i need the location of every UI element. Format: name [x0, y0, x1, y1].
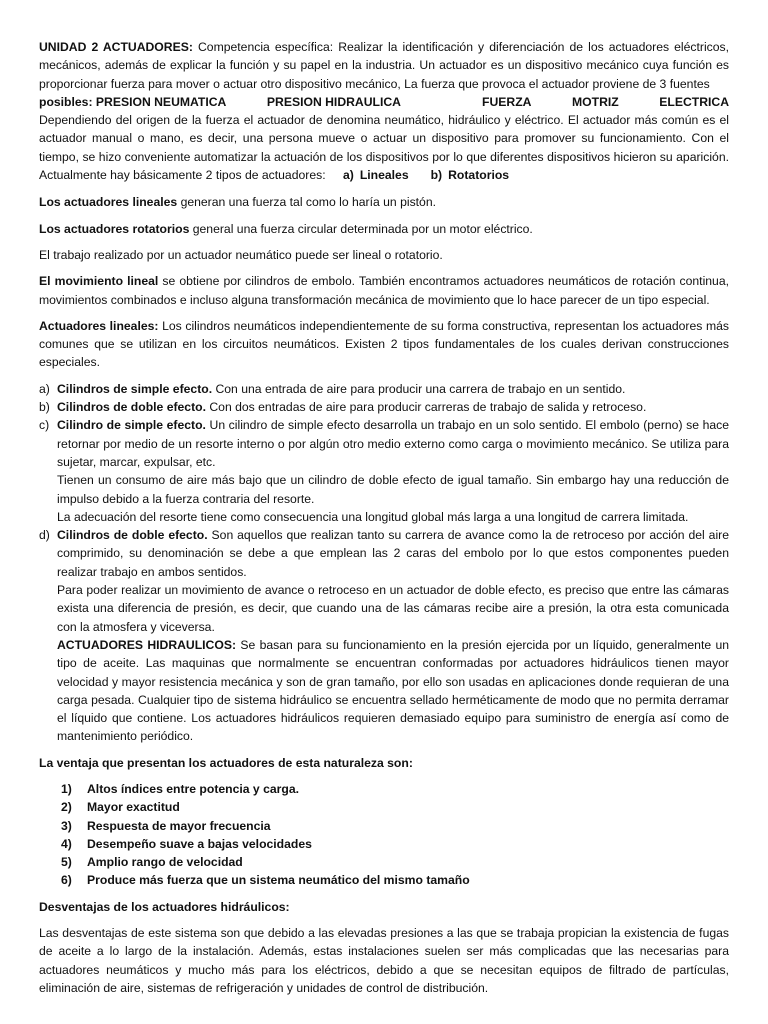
- movimiento-paragraph: El movimiento lineal se obtiene por cilindros de embolo. También encontramos actuadores neumáticos de rotación continua, movimientos combinados e incluso alguna transformación mecánica de movimiento que lo hace parecer de un tipo especial.: [39, 274, 729, 307]
- source-neumatica: PRESION NEUMATICA: [95, 94, 227, 109]
- hidraulicos-heading: ACTUADORES HIDRAULICOS:: [57, 637, 237, 652]
- list-item: c) Cilindro de simple efecto. Un cilindro de simple efecto desarrolla un trabajo en un solo sentido. El embolo (perno) se hace retornar por medio de un resorte interno o por algún otro medio externo como carga o movimiento mecánico. Se utiliza para sujetar, marcar, expulsar, etc. Tienen un consumo de aire más bajo que un cilindro de doble efecto de igual tamaño. Sin embargo hay una reducción de impulso debido a la fuerza contraria del resorte. La adecuación del resorte tiene como consecuencia una longitud global más larga a una longitud de carrera limitada.: [39, 418, 729, 524]
- type-rotatorios: Rotatorios: [448, 168, 510, 183]
- list-item: 6) Produce más fuerza que un sistema neumático del mismo tamaño: [61, 873, 470, 888]
- source-fuerza: FUERZA: [482, 94, 532, 109]
- document-page: [39, 38, 729, 1005]
- unit-title: UNIDAD 2 ACTUADORES:: [39, 40, 193, 54]
- trabajo-paragraph: El trabajo realizado por un actuador neumático puede ser lineal o rotatorio.: [39, 247, 443, 262]
- list-item: d) Cilindros de doble efecto. Son aquellos que realizan tanto su carrera de avance como la de retroceso por acción del aire comprimido, su denominación se debe a que emplean las 2 caras del embolo por lo que estos componentes pueden realizar trabajo en ambos sentidos. Para poder realizar un movimiento de avance o retroceso en un actuador de doble efecto, es preciso que entre las cámaras exista una diferencia de presión, es decir, que cuando una de las cámaras recibe aire a presión, la otra esta comunicada con la atmosfera y viceversa. ACTUADORES HIDRAULICOS: Se basan para su funcionamiento en la presión ejercida por un líquido, generalmente un tipo de aceite. Las maquinas que normalmente se encuentran conformadas por actuadores hidráulicos tienen mayor velocidad y mayor resistencia mecánica y son de gran tamaño, por ello son usadas en aplicaciones donde requieran de una carga pesada. Cualquier tipo de sistema hidráulico se encuentra sellado herméticamente de modo que no permita derramar el líquido que contiene. Los actuadores hidráulicos requieren demasiado equipo para suministro de energía así como de mantenimiento periódico.: [39, 528, 729, 744]
- desventajas-heading: Desventajas de los actuadores hidráulicos:: [39, 899, 290, 914]
- intro-text: Competencia específica: Realizar la identificación y diferenciación de los actuadores eléctricos, mecánicos, además de explicar la función y su papel en la industria. Un actuador es un dispositivo mecánico cuya función es proporcionar fuerza para mover o actuar otro dispositivo mecánico, La fuerza que provoca el actuador proviene de 3 fuentes: [39, 40, 730, 91]
- actuadores-lineales-paragraph: Actuadores lineales: Los cilindros neumáticos independientemente de su forma constructiva, representan los actuadores más comunes que se utilizan en los circuitos neumáticos. Existen 2 tipos fundamentales de los cuales derivan construcciones especiales.: [39, 318, 729, 370]
- actuator-types: a) Lineales b) Rotatorios: [343, 166, 509, 184]
- source-electrica: ELECTRICA: [659, 94, 729, 109]
- type-lineales: Lineales: [359, 168, 409, 183]
- lineales-paragraph: Los actuadores lineales generan una fuerza tal como lo haría un pistón.: [39, 195, 436, 210]
- rotatorios-paragraph: Los actuadores rotatorios general una fuerza circular determinada por un motor eléctrico.: [39, 221, 533, 236]
- force-sources-row: [39, 93, 729, 111]
- list-item: 4) Desempeño suave a bajas velocidades: [61, 836, 312, 851]
- cylinder-list: [39, 380, 729, 746]
- list-item: 1) Altos índices entre potencia y carga.: [61, 781, 299, 796]
- ventaja-heading: La ventaja que presentan los actuadores de esta naturaleza son:: [39, 755, 413, 770]
- list-item: 5) Amplio rango de velocidad: [61, 855, 243, 870]
- intro-text-2: Dependiendo del origen de la fuerza el actuador de denomina neumático, hidráulico y eléctrico. El actuador más común es el actuador manual o mano, es decir, una persona mueve o actuar un dispositivo para promover su funcionamiento. Con el tiempo, se hizo conveniente automatizar la actuación de los dispositivos por lo que diferentes dispositivos hicieron su aparición. Actualmente hay básicamente 2 tipos de actuadores:: [39, 113, 729, 183]
- ventajas-list: [39, 780, 729, 890]
- list-item: a) Cilindros de simple efecto. Con una entrada de aire para producir una carrera de trabajo en un sentido.: [39, 381, 626, 396]
- list-item: 3) Respuesta de mayor frecuencia: [61, 818, 271, 833]
- intro-paragraph: [39, 38, 729, 93]
- source-hidraulica: PRESION HIDRAULICA: [266, 94, 401, 109]
- list-item: b) Cilindros de doble efecto. Con dos entradas de aire para producir carreras de trabajo de salida y retroceso.: [39, 400, 647, 415]
- intro-paragraph-2: [39, 111, 729, 184]
- posibles-label: posibles:: [39, 94, 93, 109]
- list-item: 2) Mayor exactitud: [61, 800, 180, 815]
- source-motriz: MOTRIZ: [572, 94, 619, 109]
- desventajas-paragraph: Las desventajas de este sistema son que debido a las elevadas presiones a las que se trabaja propician la existencia de fugas de aceite a lo largo de la instalación. Además, estas instalaciones suelen ser más complicadas que las necesarias para actuadores neumáticos y mucho más para los eléctricos, debido a que se necesitan equipos de filtrado de partículas, eliminación de aire, sistemas de refrigeración y unidades de control de distribución.: [39, 926, 729, 995]
